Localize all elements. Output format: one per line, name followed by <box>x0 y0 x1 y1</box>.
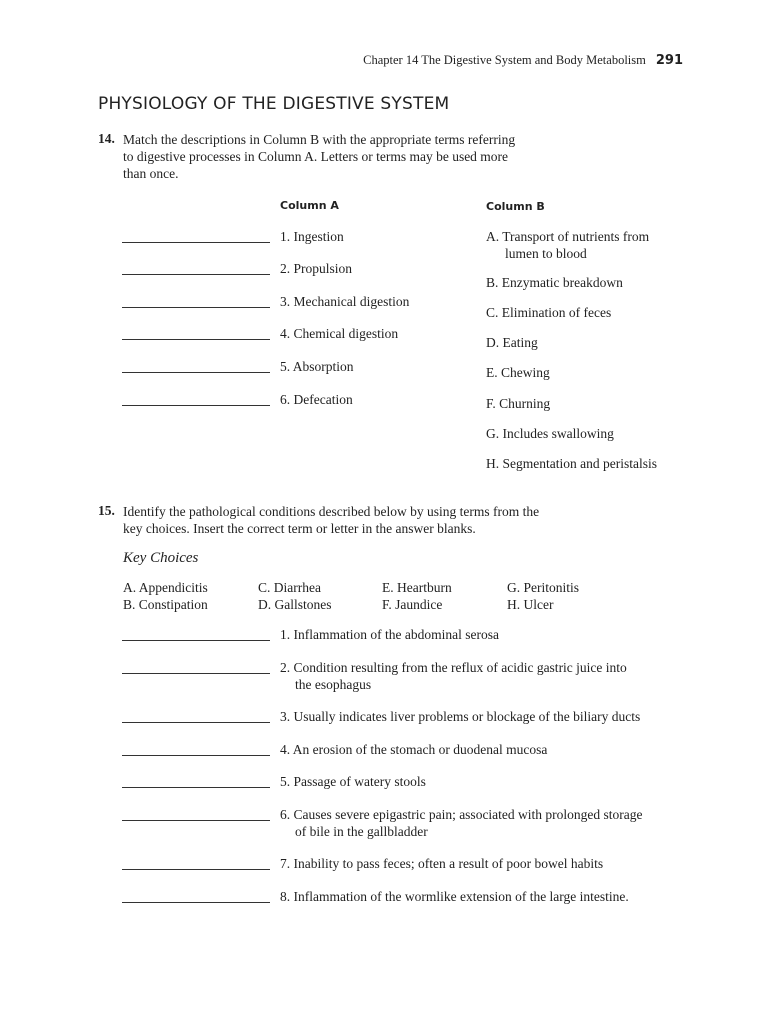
q14-instructions-line-1: Match the descriptions in Column B with the appropriate terms referring <box>123 132 516 147</box>
column-b-item-a <box>486 228 649 262</box>
q15-answer-blank-7[interactable] <box>122 869 270 870</box>
q14-answer-blank-6[interactable] <box>122 405 270 406</box>
question-14-number: 14. <box>98 131 115 146</box>
q15-item-3-line-1: 3. Usually indicates liver problems or blockage of the biliary ducts <box>280 709 641 724</box>
q15-item-2-line-1: 2. Condition resulting from the reflux of acidic gastric juice into <box>280 660 627 675</box>
column-b-item-f: F. Churning <box>486 396 551 411</box>
column-b-item-e: E. Chewing <box>486 365 550 380</box>
column-b-item-c: C. Elimination of feces <box>486 305 612 320</box>
q15-item-1 <box>280 626 680 643</box>
q15-item-8 <box>280 888 680 905</box>
column-a-item-2: 2. Propulsion <box>280 261 353 276</box>
key-choice-g: G. Peritonitis <box>507 580 580 595</box>
q15-item-4 <box>280 741 680 758</box>
column-a-item-3: 3. Mechanical digestion <box>280 294 410 309</box>
section-title: PHYSIOLOGY OF THE DIGESTIVE SYSTEM <box>98 94 450 114</box>
column-b-item-d: D. Eating <box>486 335 538 350</box>
q14-answer-blank-2[interactable] <box>122 274 270 275</box>
q15-item-7 <box>280 855 680 872</box>
q14-answer-blank-1[interactable] <box>122 242 270 243</box>
column-a-item-4: 4. Chemical digestion <box>280 326 399 341</box>
question-14-instructions <box>123 131 563 182</box>
q15-instructions-line-1: Identify the pathological conditions described below by using terms from the <box>123 504 540 519</box>
q15-item-5 <box>280 773 680 790</box>
q14-answer-blank-3[interactable] <box>122 307 270 308</box>
column-b-item-g: G. Includes swallowing <box>486 426 614 441</box>
key-choice-e: E. Heartburn <box>382 580 452 595</box>
q15-item-5-line-1: 5. Passage of watery stools <box>280 774 426 789</box>
q15-item-2-line-2: the esophagus <box>295 677 372 692</box>
column-b-item-b: B. Enzymatic breakdown <box>486 275 623 290</box>
column-a-item-5: 5. Absorption <box>280 359 354 374</box>
q15-answer-blank-3[interactable] <box>122 722 270 723</box>
column-a-heading: Column A <box>280 199 339 212</box>
q15-answer-blank-4[interactable] <box>122 755 270 756</box>
key-choices-title: Key Choices <box>123 550 199 566</box>
running-title: Chapter 14 The Digestive System and Body Metabolism <box>363 53 646 67</box>
q15-answer-blank-6[interactable] <box>122 820 270 821</box>
key-choice-d: D. Gallstones <box>258 597 332 612</box>
running-header <box>0 53 683 68</box>
column-b-heading: Column B <box>486 200 545 213</box>
q14-answer-blank-5[interactable] <box>122 372 270 373</box>
q15-item-3 <box>280 708 680 725</box>
column-b-item-a-line-1: A. Transport of nutrients from <box>486 229 650 244</box>
q15-item-2 <box>280 659 680 693</box>
column-b-item-h: H. Segmentation and peristalsis <box>486 456 657 471</box>
key-choice-h: H. Ulcer <box>507 597 554 612</box>
question-15-number: 15. <box>98 503 115 518</box>
question-15-instructions <box>123 503 603 537</box>
q15-item-6-line-2: of bile in the gallbladder <box>295 824 428 839</box>
q15-instructions-line-2: key choices. Insert the correct term or letter in the answer blanks. <box>123 521 476 536</box>
q15-item-1-line-1: 1. Inflammation of the abdominal serosa <box>280 627 499 642</box>
column-b-item-a-line-2: lumen to blood <box>505 246 587 261</box>
q14-instructions-line-2: to digestive processes in Column A. Letters or terms may be used more <box>123 149 509 164</box>
page-number: 291 <box>655 53 683 68</box>
q15-item-6 <box>280 806 680 840</box>
q15-item-6-line-1: 6. Causes severe epigastric pain; associated with prolonged storage <box>280 807 643 822</box>
q15-item-4-line-1: 4. An erosion of the stomach or duodenal mucosa <box>280 742 548 757</box>
q14-answer-blank-4[interactable] <box>122 339 270 340</box>
q14-instructions-line-3: than once. <box>123 166 179 181</box>
key-choice-b: B. Constipation <box>123 597 208 612</box>
q15-answer-blank-8[interactable] <box>122 902 270 903</box>
key-choice-f: F. Jaundice <box>382 597 443 612</box>
q15-answer-blank-2[interactable] <box>122 673 270 674</box>
column-a-item-1: 1. Ingestion <box>280 229 344 244</box>
q15-item-8-line-1: 8. Inflammation of the wormlike extension of the large intestine. <box>280 889 629 904</box>
key-choice-c: C. Diarrhea <box>258 580 321 595</box>
q15-answer-blank-1[interactable] <box>122 640 270 641</box>
q15-answer-blank-5[interactable] <box>122 787 270 788</box>
column-a-item-6: 6. Defecation <box>280 392 353 407</box>
q15-item-7-line-1: 7. Inability to pass feces; often a result of poor bowel habits <box>280 856 604 871</box>
key-choice-a: A. Appendicitis <box>123 580 208 595</box>
